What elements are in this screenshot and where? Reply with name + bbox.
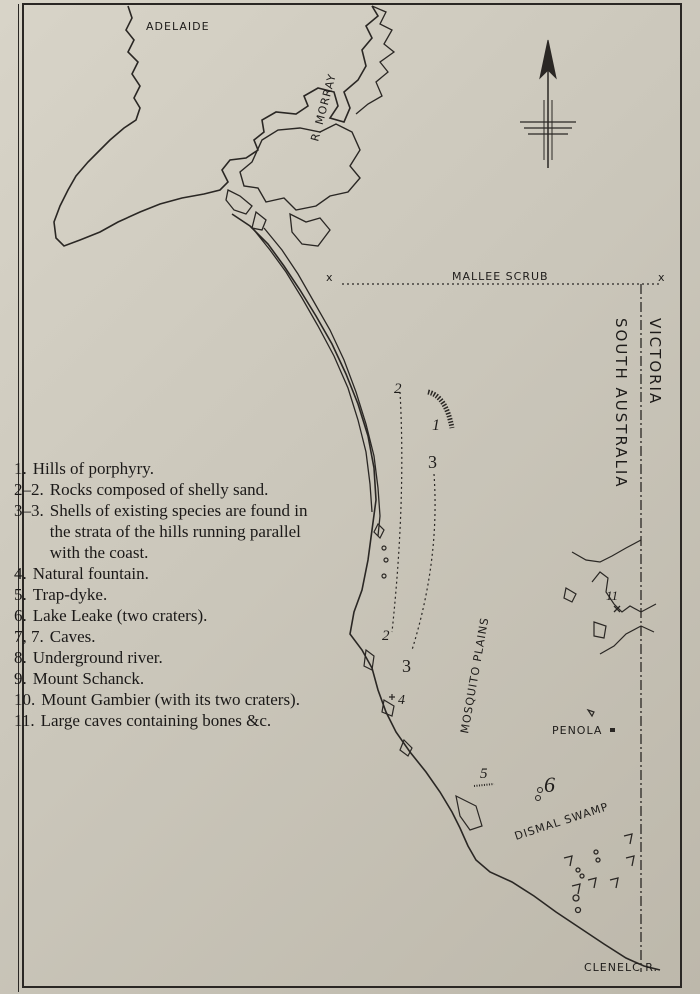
lake-albert xyxy=(290,214,330,246)
legend-number: 9. xyxy=(14,669,27,688)
legend-text: Large caves containing bones &c. xyxy=(40,711,272,730)
lake-leake-crater-2 xyxy=(536,796,541,801)
legend-text: Caves. xyxy=(49,627,96,646)
legend-text: Rocks composed of shelly sand. xyxy=(49,480,269,499)
legend-number: 8. xyxy=(14,648,27,667)
penola-marker-icon xyxy=(610,728,615,732)
shelly-sand-line xyxy=(392,392,402,632)
x-mark-left: x xyxy=(326,271,334,284)
legend-item xyxy=(14,647,314,668)
trap-dyke-icon xyxy=(474,784,494,786)
fountain-icon xyxy=(389,694,395,700)
legend-text: Mount Gambier (with its two craters). xyxy=(41,690,300,709)
legend-number: 2–2. xyxy=(14,480,44,499)
legend-number: 11. xyxy=(14,711,35,730)
legend-number: 5. xyxy=(14,585,27,604)
legend-text: Trap-dyke. xyxy=(32,585,108,604)
lake-leake-crater-1 xyxy=(538,788,543,793)
legend-item xyxy=(14,668,314,689)
cave-symbols xyxy=(564,834,634,913)
legend-item xyxy=(14,500,314,563)
map-number-4: 4 xyxy=(398,693,405,708)
x-mark-right: x xyxy=(658,271,666,284)
compass-icon xyxy=(520,40,576,168)
legend-number: 4. xyxy=(14,564,27,583)
legend xyxy=(14,458,314,731)
penola-label: PENOLA xyxy=(552,724,603,737)
south-australia-label: SOUTH AUSTRALIA xyxy=(612,318,630,489)
legend-item xyxy=(14,710,314,731)
map-number-2a: 2 xyxy=(394,381,402,397)
mallee-scrub-label: MALLEE SCRUB xyxy=(452,270,549,283)
victoria-river-2 xyxy=(592,572,656,612)
legend-item xyxy=(14,458,314,479)
legend-text: Hills of porphyry. xyxy=(32,459,154,478)
river-murray-label: R. MORRAY xyxy=(308,72,339,143)
legend-text: Natural fountain. xyxy=(32,564,149,583)
glenelg-label: CLENELC R. xyxy=(584,961,658,974)
legend-item xyxy=(14,479,314,500)
legend-number: 7, 7. xyxy=(14,627,44,646)
victoria-label: VICTORIA xyxy=(646,318,664,406)
gulf-coastline xyxy=(54,6,378,246)
legend-number: 1. xyxy=(14,459,27,478)
legend-item xyxy=(14,626,314,647)
legend-item xyxy=(14,689,314,710)
legend-number: 3–3. xyxy=(14,501,44,520)
legend-number: 10. xyxy=(14,690,36,709)
dismal-swamp-label: DISMAL SWAMP xyxy=(512,800,611,843)
shell-strata-line xyxy=(412,474,435,650)
legend-text: Lake Leake (two craters). xyxy=(32,606,208,625)
legend-item xyxy=(14,605,314,626)
map-number-6: 6 xyxy=(544,772,555,797)
victoria-river-3 xyxy=(600,626,654,654)
map-number-2b: 2 xyxy=(382,628,390,644)
victoria-river-1 xyxy=(572,540,641,562)
mosquito-plains-label: MOSQUITO PLAINS xyxy=(458,616,492,735)
map-number-3b: 3 xyxy=(402,656,411,676)
legend-number: 6. xyxy=(14,606,27,625)
river-murray-line xyxy=(356,6,394,114)
adelaide-label: ADELAIDE xyxy=(146,20,210,33)
coastal-lakes xyxy=(364,524,606,830)
map-number-11: 11 xyxy=(606,588,619,603)
legend-item xyxy=(14,563,314,584)
legend-text: Underground river. xyxy=(32,648,163,667)
map-number-3a: 3 xyxy=(428,452,437,472)
legend-item xyxy=(14,584,314,605)
map-number-5: 5 xyxy=(480,766,488,782)
legend-text: Mount Schanck. xyxy=(32,669,145,688)
map-number-1: 1 xyxy=(432,417,440,434)
legend-text: Shells of existing species are found in the strata of the hills running parallel with the coast. xyxy=(49,501,308,562)
